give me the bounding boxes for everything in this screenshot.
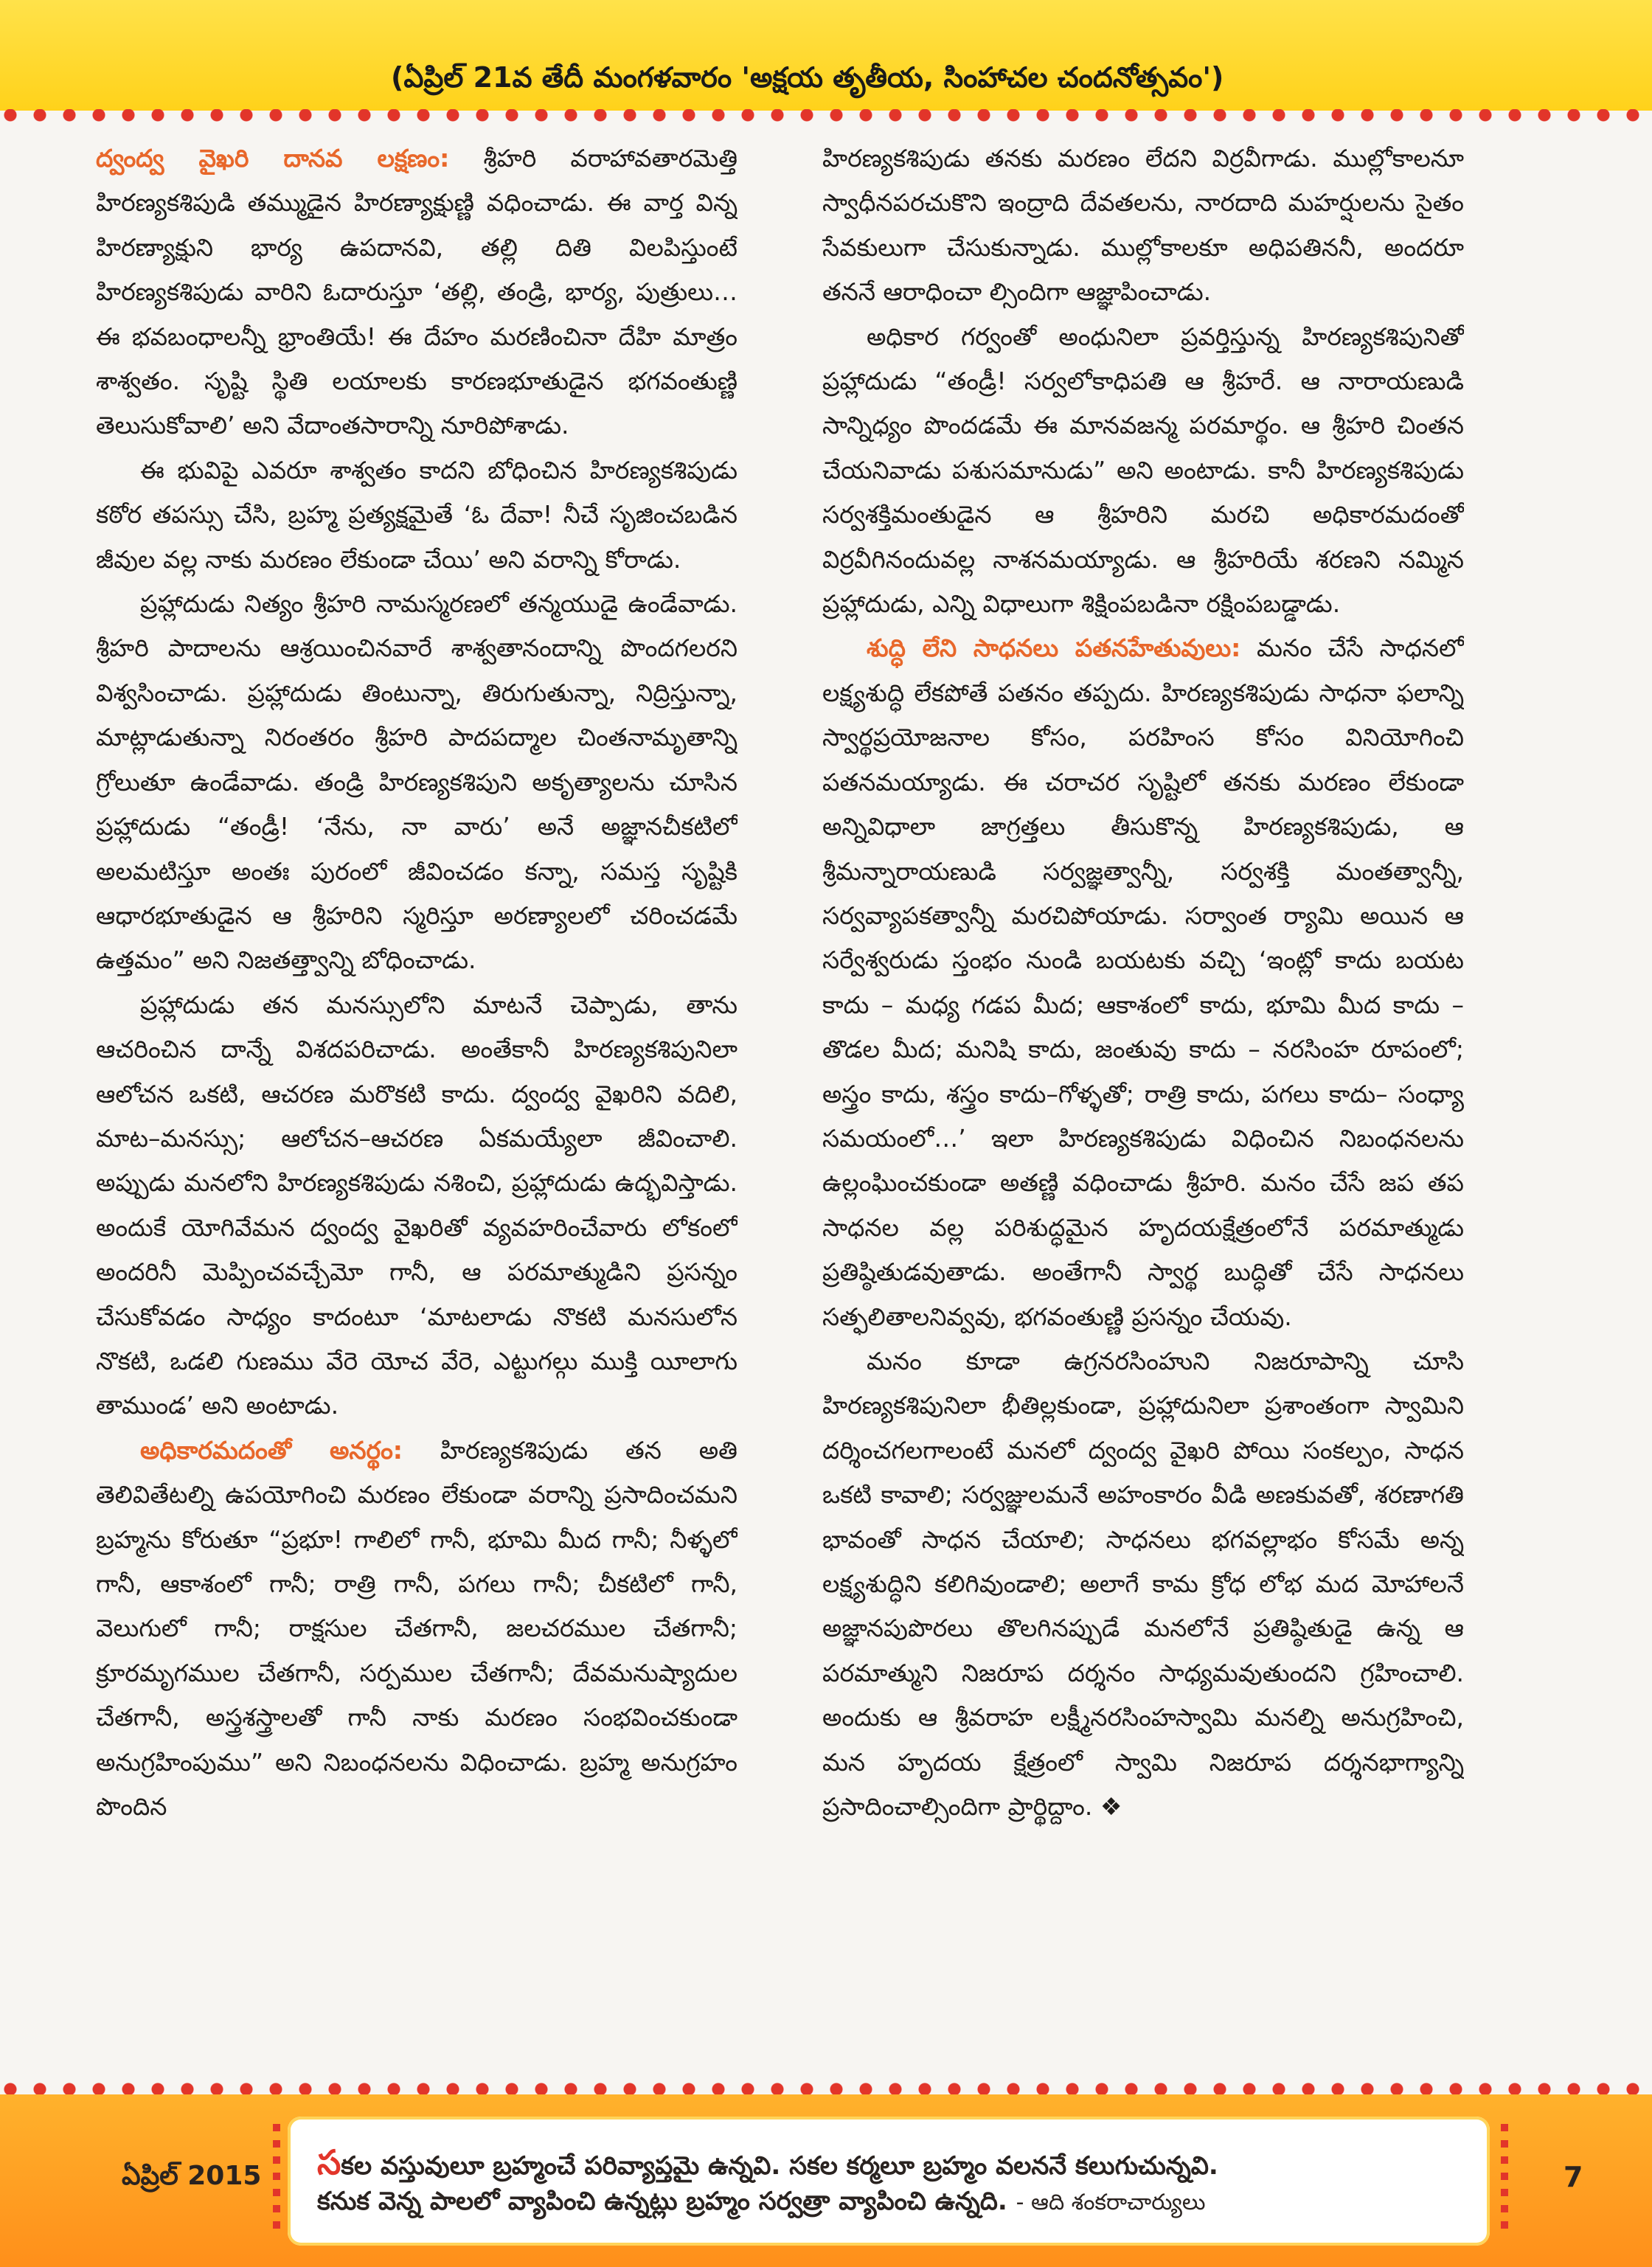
- issue-date: ఏప్రిల్ 2015: [122, 2161, 262, 2191]
- paragraph-8: [822, 626, 1464, 1339]
- right-column: [822, 136, 1464, 2010]
- page-number: 7: [1564, 2161, 1583, 2193]
- header-subtitle: (ఏప్రిల్ 21వ తేదీ మంగళవారం 'అక్షయ తృతీయ, సింహాచల చందనోత్సవం'): [391, 61, 1224, 94]
- quote-line-2: [317, 2187, 1475, 2222]
- paragraph-text: శ్రీహరి వరాహావతారమెత్తి హిరణ్యకశిపుడి తమ్ముడైన హిరణ్యాక్షుణ్ణి వధించాడు. ఈ వార్త విన్న హిరణ్యాక్షుని భార్య ఉపదానవి, తల్లి దితి విలపిస్తుంటే హిరణ్యకశిపుడు వారిని ఓదారుస్తూ ‘తల్లి, తండ్రి, భార్య, పుత్రులు… ఈ భవబంధాలన్నీ భ్రాంతియే! ఈ దేహం మరణించినా దేహి మాత్రం శాశ్వతం. సృష్టి స్థితి లయాలకు కారణభూతుడైన భగవంతుణ్ణి తెలుసుకోవాలి’ అని వేదాంతసారాన్ని నూరిపోశాడు.: [96, 144, 738, 440]
- paragraph-text: మనం కూడా ఉగ్రనరసింహుని నిజరూపాన్ని చూసి హిరణ్యకశిపునిలా భీతిల్లకుండా, ప్రహ్లాదునిలా ప్రశాంతంగా స్వామిని దర్శించగలగాలంటే మనలో ద్వంద్వ వైఖరి పోయి సంకల్పం, సాధన ఒకటి కావాలి; సర్వజ్ఞులమనే అహంకారం వీడి అణకువతో, శరణాగతి భావంతో సాధన చేయాలి; సాధనలు భగవల్లాభం కోసమే అన్న లక్ష్యశుద్ధిని కలిగివుండాలి; అలాగే కామ క్రోధ లోభ మద మోహాలనే అజ్ఞానపుపొరలు తొలగినప్పుడే మనలోనే ప్రతిష్ఠితుడై ఉన్న ఆ పరమాత్ముని నిజరూప దర్శనం సాధ్యమవుతుందని గ్రహించాలి. అందుకు ఆ శ్రీవరాహ లక్ష్మీనరసింహస్వామి మనల్ని అనుగ్రహించి, మన హృదయ క్షేత్రంలో స్వామి నిజరూప దర్శనభాగ్యాన్ని ప్రసాదించాల్సిందిగా ప్రార్థిద్దాం. ❖: [822, 1346, 1464, 1822]
- quote-line-1: [317, 2142, 1475, 2191]
- paragraph-text: ప్రహ్లాదుడు నిత్యం శ్రీహరి నామస్మరణలో తన్మయుడై ఉండేవాడు. శ్రీహరి పాదాలను ఆశ్రయించినవారే శాశ్వతానందాన్ని పొందగలరని విశ్వసించాడు. ప్రహ్లాదుడు తింటున్నా, తిరుగుతున్నా, నిద్రిస్తున్నా, మాట్లాడుతున్నా నిరంతరం శ్రీహరి పాదపద్మాల చింతనామృతాన్ని గ్రోలుతూ ఉండేవాడు. తండ్రి హిరణ్యకశిపుని అకృత్యాలను చూసిన ప్రహ్లాదుడు “తండ్రీ! ‘నేను, నా వారు’ అనే అజ్ఞానచీకటిలో అలమటిస్తూ అంతః పురంలో జీవించడం కన్నా, సమస్త సృష్టికి ఆధారభూతుడైన ఆ శ్రీహరిని స్మరిస్తూ అరణ్యాలలో చరించడమే ఉత్తమం” అని నిజతత్త్వాన్ని బోధించాడు.: [96, 589, 738, 975]
- paragraph-2: [96, 448, 738, 582]
- header-dot-border: [0, 109, 1652, 130]
- quote-left-ornament: [273, 2124, 280, 2235]
- paragraph-text: అధికార గర్వంతో అంధునిలా ప్రవర్తిస్తున్న హిరణ్యకశిపునితో ప్రహ్లాదుడు “తండ్రీ! సర్వలోకాధిపతి ఆ శ్రీహరే. ఆ నారాయణుడి సాన్నిధ్యం పొందడమే ఈ మానవజన్మ పరమార్థం. ఆ శ్రీహరి చింతన చేయనివాడు పశుసమానుడు” అని అంటాడు. కానీ హిరణ్యకశిపుడు సర్వశక్తిమంతుడైన ఆ శ్రీహరిని మరచి అధికారమదంతో విర్రవీగినందువల్ల నాశనమయ్యాడు. ఆ శ్రీహరియే శరణని నమ్మిన ప్రహ్లాదుడు, ఎన్ని విధాలుగా శిక్షింపబడినా రక్షింపబడ్డాడు.: [822, 322, 1464, 619]
- quote-right-ornament: [1501, 2124, 1508, 2235]
- section-heading: ద్వంద్వ వైఖరి దానవ లక్షణం:: [96, 144, 450, 173]
- quote-attribution: - ఆది శంకరాచార్యులు: [1016, 2190, 1206, 2215]
- paragraph-5: [96, 1428, 738, 1830]
- paragraph-text: హిరణ్యకశిపుడు తనకు మరణం లేదని విర్రవీగాడు. ముల్లోకాలనూ స్వాధీనపరచుకొని ఇంద్రాది దేవతలను, నారదాది మహర్షులను సైతం సేవకులుగా చేసుకున్నాడు. ముల్లోకాలకూ అధిపతిననీ, అందరూ తననే ఆరాధించా ల్సిందిగా ఆజ్ఞాపించాడు.: [822, 144, 1464, 307]
- section-heading: అధికారమదంతో అనర్థం:: [140, 1435, 403, 1465]
- section-heading: శుద్ధి లేని సాధనలు పతనహేతువులు:: [867, 633, 1241, 663]
- paragraph-text: మనం చేసే సాధనలో లక్ష్యశుద్ధి లేకపోతే పతనం తప్పదు. హిరణ్యకశిపుడు సాధనా ఫలాన్ని స్వార్థప్రయోజనాల కోసం, పరహింస కోసం వినియోగించి పతనమయ్యాడు. ఈ చరాచర సృష్టిలో తనకు మరణం లేకుండా అన్నివిధాలా జాగ్రత్తలు తీసుకొన్న హిరణ్యకశిపుడు, ఆ శ్రీమన్నారాయణుడి సర్వజ్ఞత్వాన్నీ, సర్వశక్తి మంతత్వాన్నీ, సర్వవ్యాపకత్వాన్నీ మరచిపోయాడు. సర్వాంత ర్యామి అయిన ఆ సర్వేశ్వరుడు స్తంభం నుండి బయటకు వచ్చి ‘ఇంట్లో కాదు బయట కాదు – మధ్య గడప మీద; ఆకాశంలో కాదు, భూమి మీద కాదు – తొడల మీద; మనిషి కాదు, జంతువు కాదు – నరసింహ రూపంలో; అస్త్రం కాదు, శస్త్రం కాదు–గోళ్ళతో; రాత్రి కాదు, పగలు కాదు– సంధ్యా సమయంలో…’ ఇలా హిరణ్యకశిపుడు విధించిన నిబంధనలను ఉల్లంఘించకుండా అతణ్ణి వధించాడు శ్రీహరి. మనం చేసే జప తప సాధనల వల్ల పరిశుద్ధమైన హృదయక్షేత్రంలోనే పరమాత్ముడు ప్రతిష్ఠితుడవుతాడు. అంతేగానీ స్వార్థ బుద్ధితో చేసే సాధనలు సత్ఫలితాలనివ్వవు, భగవంతుణ్ణి ప్రసన్నం చేయవు.: [822, 633, 1464, 1331]
- paragraph-6: [822, 136, 1464, 315]
- paragraph-4: [96, 983, 738, 1428]
- paragraph-7: [822, 315, 1464, 627]
- left-column: [96, 136, 738, 2010]
- paragraph-text: హిరణ్యకశిపుడు తన అతి తెలివితేటల్ని ఉపయోగించి మరణం లేకుండా వరాన్ని ప్రసాదించమని బ్రహ్మను కోరుతూ “ప్రభూ! గాలిలో గానీ, భూమి మీద గానీ; నీళ్ళలో గానీ, ఆకాశంలో గానీ; రాత్రి గానీ, పగలు గానీ; చీకటిలో గానీ, వెలుగులో గానీ; రాక్షసుల చేతగానీ, జలచరముల చేతగానీ; క్రూరమృగముల చేతగానీ, సర్పముల చేతగానీ; దేవమనుష్యాదుల చేతగానీ, అస్త్రశస్త్రాలతో గానీ నాకు మరణం సంభవించకుండా అనుగ్రహింపుము” అని నిబంధనలను విధించాడు. బ్రహ్మ అనుగ్రహం పొందిన: [96, 1435, 738, 1822]
- quote-text: కల వస్తువులూ బ్రహ్మంచే పరివ్యాప్తమై ఉన్నవి. సకల కర్మలూ బ్రహ్మం వలననే కలుగుచున్నవి.: [341, 2151, 1218, 2181]
- paragraph-9: [822, 1339, 1464, 1829]
- paragraph-3: [96, 582, 738, 983]
- paragraph-1: [96, 136, 738, 448]
- paragraph-text: ప్రహ్లాదుడు తన మనస్సులోని మాటనే చెప్పాడు, తాను ఆచరించిన దాన్నే విశదపరిచాడు. అంతేకానీ హిరణ్యకశిపునిలా ఆలోచన ఒకటి, ఆచరణ మరొకటి కాదు. ద్వంద్వ వైఖరిని వదిలి, మాట–మనస్సు; ఆలోచన–ఆచరణ ఏకమయ్యేలా జీవించాలి. అప్పుడు మనలోని హిరణ్యకశిపుడు నశించి, ప్రహ్లాదుడు ఉద్భవిస్తాడు. అందుకే యోగివేమన ద్వంద్వ వైఖరితో వ్యవహరించేవారు లోకంలో అందరినీ మెప్పించవచ్చేమో గానీ, ఆ పరమాత్ముడిని ప్రసన్నం చేసుకోవడం సాధ్యం కాదంటూ ‘మాటలాడు నొకటి మనసులోన నొకటి, ఒడలి గుణము వేరె యోచ వేరె, ఎట్టుగల్గు ముక్తి యీలాగు తాముండ’ అని అంటాడు.: [96, 990, 738, 1420]
- quote-initial: స: [317, 2142, 341, 2182]
- paragraph-text: ఈ భువిపై ఎవరూ శాశ్వతం కాదని బోధించిన హిరణ్యకశిపుడు కఠోర తపస్సు చేసి, బ్రహ్మ ప్రత్యక్షమైతే ‘ఓ దేవా! నీచే సృజించబడిన జీవుల వల్ల నాకు మరణం లేకుండా చేయి’ అని వరాన్ని కోరాడు.: [96, 455, 738, 574]
- quote-text: కనుక వెన్న పాలలో వ్యాపించి ఉన్నట్లు బ్రహ్మం సర్వత్రా వ్యాపించి ఉన్నది.: [317, 2187, 1007, 2216]
